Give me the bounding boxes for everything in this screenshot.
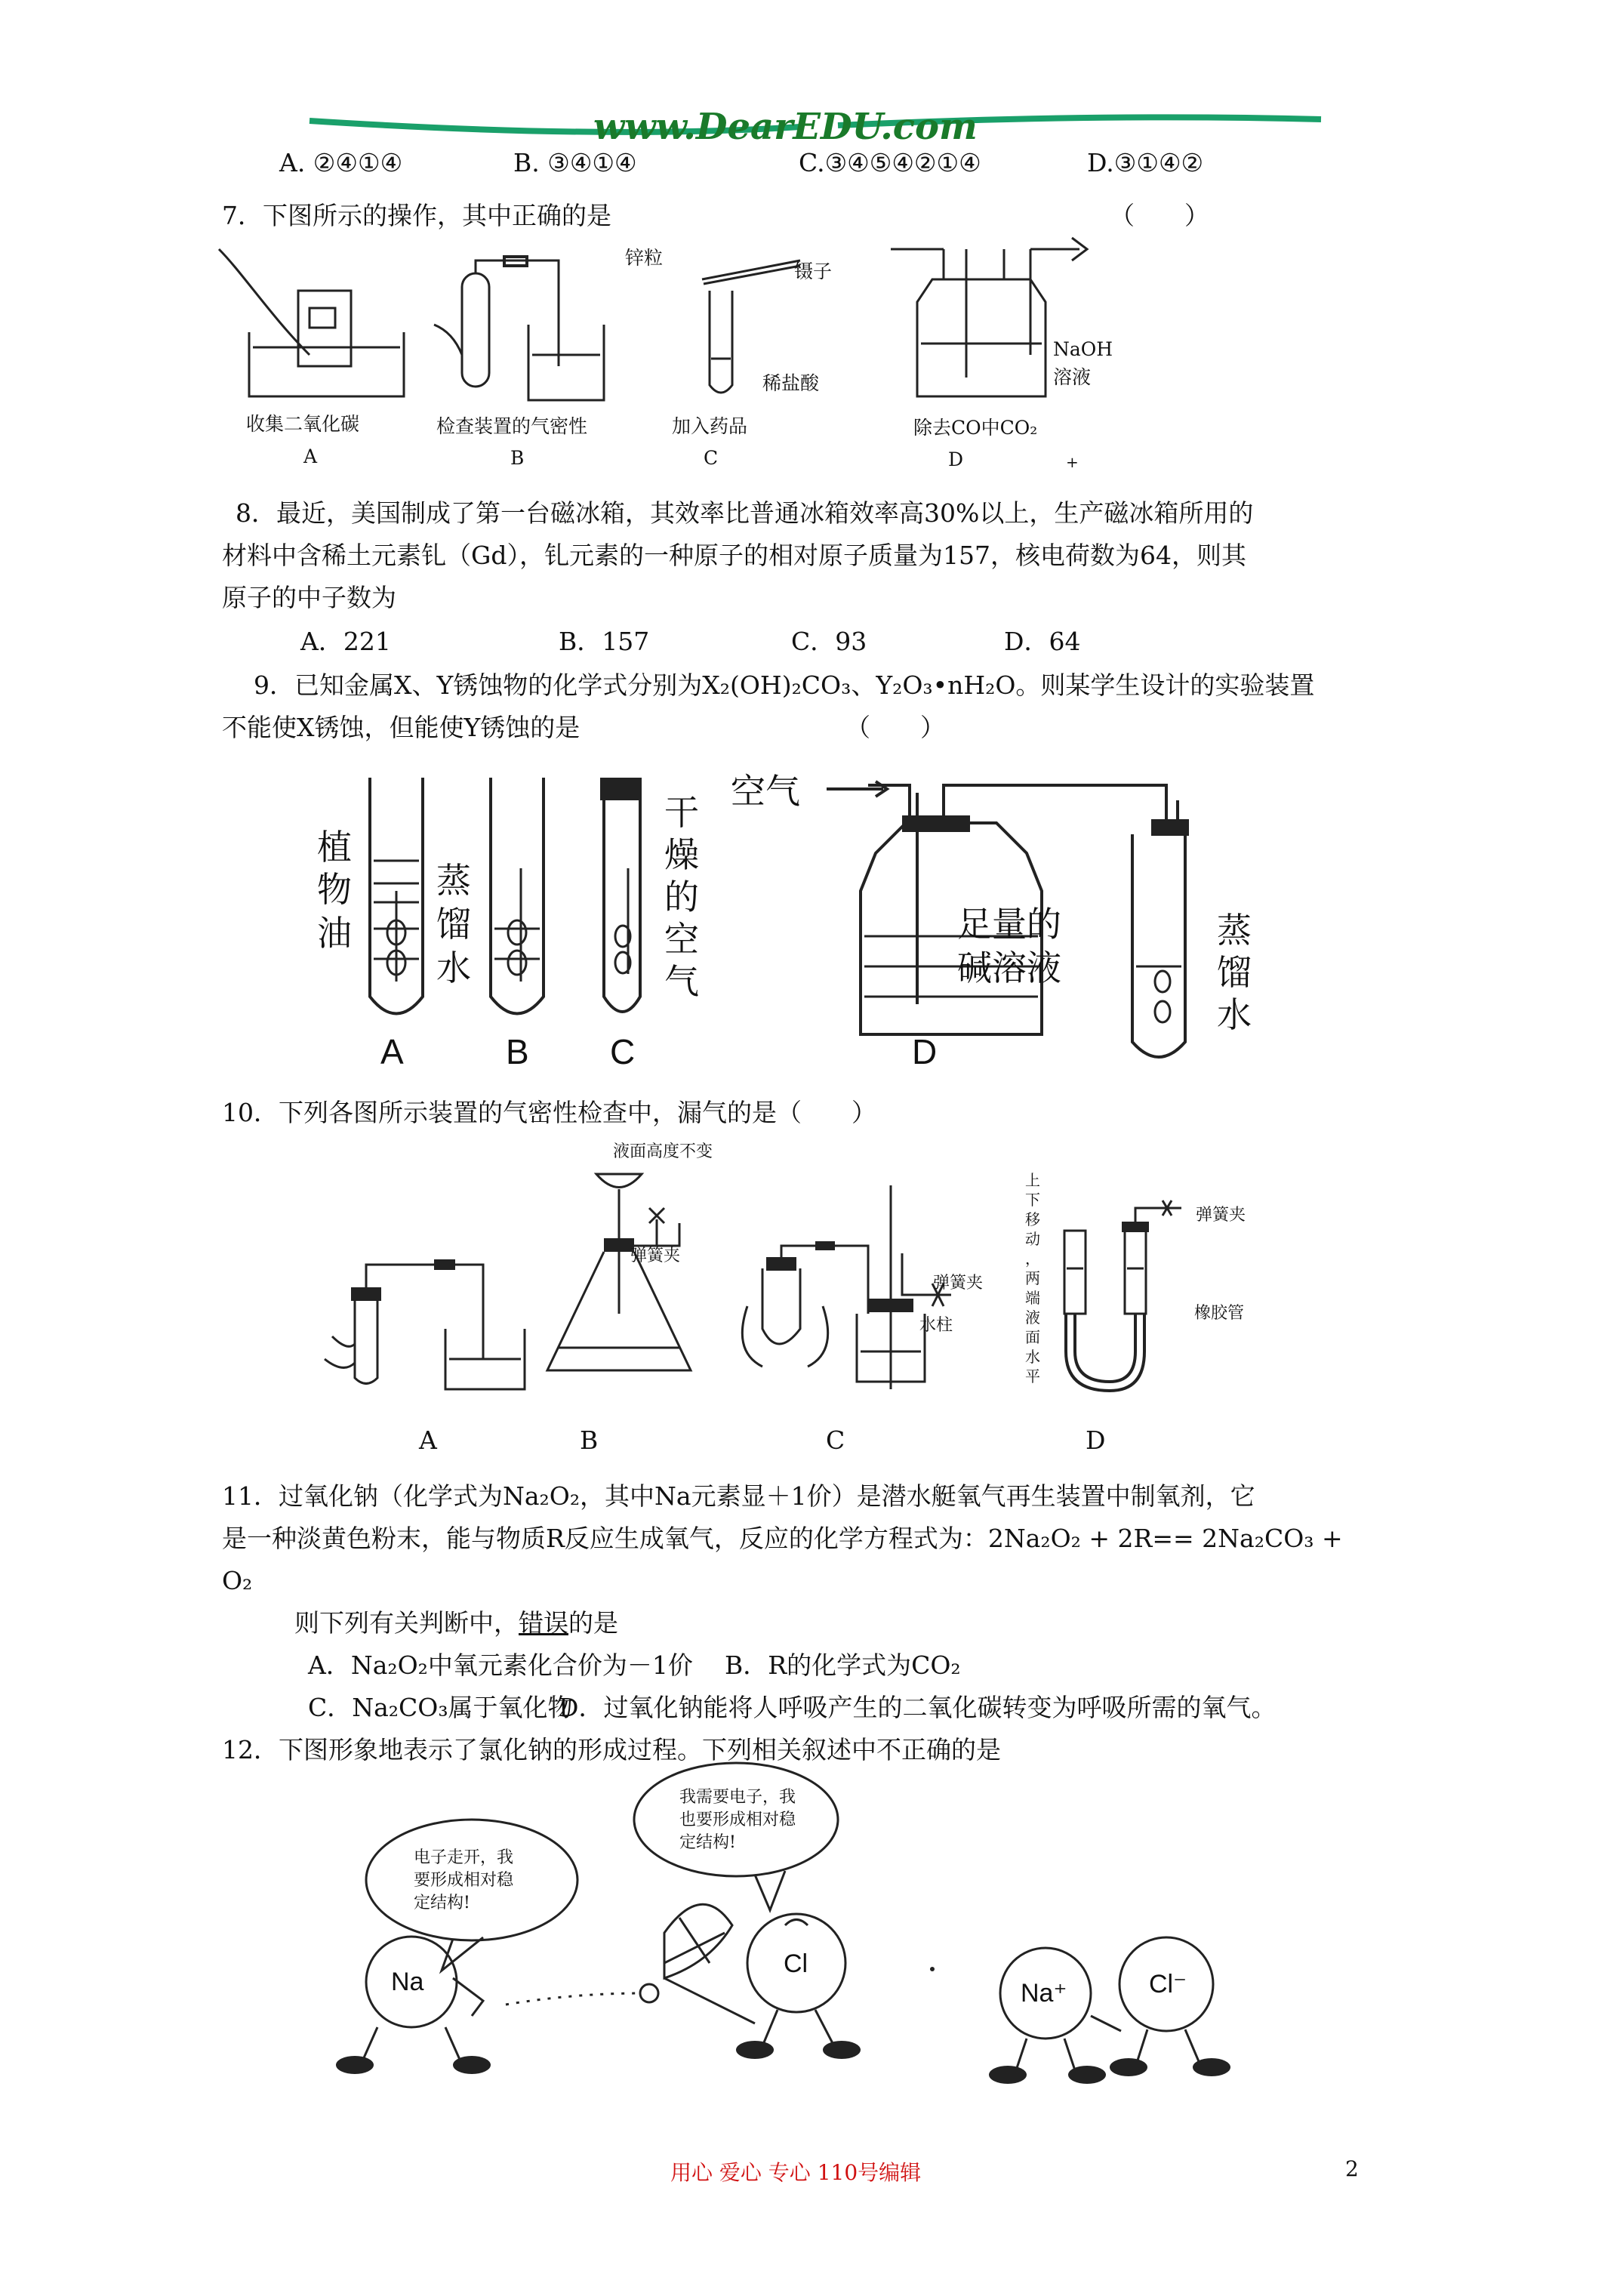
q12-bubble-cl-line: 我需要电子，我 [679,1788,796,1807]
q12-bubble-cl [679,1786,796,1854]
q10-letter-d: D [1086,1425,1106,1455]
q9-label-dry-1: 干 [664,792,699,833]
q10-move-char: 水 [1025,1348,1040,1366]
q12-bubble-cl-line: 定结构! [679,1833,736,1852]
q12-cl-ion: Cl⁻ [1149,1970,1187,1999]
q8-option-b: B．157 [559,627,650,656]
q12-bubble-cl-line: 也要形成相对稳 [679,1811,796,1829]
q10-move-char: 端 [1025,1289,1040,1307]
q9-letter-a: A [380,1032,404,1071]
q10-label-water-column: 水柱 [919,1316,953,1335]
q10-label-clamp-b: 弹簧夹 [630,1247,681,1265]
footer-note: 用心 爱心 专心 110号编辑 [670,2160,922,2185]
q9-label-d-water-1: 蒸 [1217,910,1252,951]
q9-line1: 9．已知金属X、Y锈蚀物的化学式分别为X₂(OH)₂CO₃、Y₂O₃•nH₂O。则某学生设计的实验装置 [254,670,1315,700]
q12-stem: 12．下图形象地表示了氯化钠的形成过程。下列相关叙述中不正确的是 [222,1735,1001,1764]
q9-label-dry-5: 气 [664,961,699,1002]
q8-line1: 8．最近，美国制成了第一台磁冰箱，其效率比普通冰箱效率高30%以上，生产磁冰箱所用的 [236,498,1254,528]
q7-label-zinc: 锌粒 [625,247,664,269]
q11-line4-suffix: 的是 [568,1608,618,1638]
q7-answer-bracket: （ ） [1110,201,1209,230]
q10-label-rubber-tube: 橡胶管 [1194,1304,1245,1323]
q6-option-a: A. ②④①④ [279,148,403,177]
q9-label-oil-2: 物 [317,869,352,910]
q12-bubble-na-line: 定结构! [414,1894,470,1912]
q9-label-dry-2: 燥 [664,834,699,875]
q7-letter-a: A [303,445,318,467]
q10-letter-c: C [826,1425,845,1455]
q10-move-char: 面 [1025,1328,1040,1346]
q10-letter-b: B [580,1425,599,1455]
q10-move-char: 下 [1025,1191,1040,1209]
q10-move-char: 上 [1025,1171,1040,1189]
q10-label-clamp-c: 弹簧夹 [933,1274,984,1293]
q12-bubble-na-line: 要形成相对稳 [414,1871,514,1890]
q11-line4-prefix: 则下列有关判断中， [294,1608,519,1638]
q11-option-c: C．Na₂CO₃属于氧化物 [308,1693,573,1722]
q7-letter-b: B [510,447,525,469]
q6-option-b: B. ③④①④ [513,148,637,177]
q12-na-atom: Na [391,1968,424,1996]
q7-plus-mark: + [1066,453,1079,471]
q10-move-char: ， [1025,1250,1040,1268]
q8-line3: 原子的中子数为 [222,583,396,612]
q11-option-d: D．过氧化钠能将人呼吸产生的二氧化碳转变为呼吸所需的氧气。 [559,1693,1277,1722]
q9-label-water-1: 蒸 [436,860,471,901]
q7-label-naoh2: 溶液 [1053,366,1092,388]
q7-caption-c: 加入药品 [672,415,748,437]
q9-label-dry-3: 的 [664,877,699,917]
q9-letter-c: C [610,1032,636,1071]
q9-label-oil-3: 油 [317,913,352,954]
q9-answer-bracket: （ ） [845,713,945,742]
q10-move-char: 液 [1025,1308,1040,1327]
q7-caption-b: 检查装置的气密性 [436,415,588,437]
q9-label-alkali-1: 足量的 [957,904,1061,945]
q10-label-level: 液面高度不变 [613,1142,713,1161]
q9-label-air: 空气 [731,771,800,812]
q11-option-a: A．Na₂O₂中氧元素化合价为－1价 [308,1650,693,1680]
q7-caption-d: 除去CO中CO₂ [913,417,1038,439]
q11-line2: 是一种淡黄色粉末，能与物质R反应生成氧气，反应的化学方程式为：2Na₂O₂ + 2R== 2Na₂CO₃ + [222,1524,1343,1553]
q6-option-c: C.③④⑤④②①④ [799,148,981,177]
q11-line1: 11．过氧化钠（化学式为Na₂O₂，其中Na元素显＋1价）是潜水艇氧气再生装置中制氧剂，它 [222,1481,1255,1511]
q10-stem: 10．下列各图所示装置的气密性检查中，漏气的是（ ） [222,1098,876,1127]
q7-caption-a: 收集二氧化碳 [246,413,360,435]
q7-letter-c: C [704,447,719,469]
q7-label-tweezers: 镊子 [794,260,833,282]
q9-label-water-3: 水 [436,948,471,988]
q9-letter-d: D [912,1032,938,1071]
q6-option-d: D.③①④② [1087,148,1204,177]
q10-label-clamp-d: 弹簧夹 [1196,1206,1246,1225]
q12-bubble-na [414,1847,513,1915]
q12-na-ion: Na⁺ [1021,1979,1067,2008]
q7-stem: 7．下图所示的操作，其中正确的是 [222,201,611,230]
q9-label-oil-1: 植 [317,827,352,868]
q7-label-naoh1: NaOH [1053,338,1113,360]
q9-label-d-water-3: 水 [1217,994,1252,1035]
q11-option-b: B．R的化学式为CO₂ [725,1650,961,1680]
q7-letter-d: D [948,448,964,470]
q9-label-dry-4: 空 [664,919,699,960]
q8-line2: 材料中含稀土元素钆（Gd），钆元素的一种原子的相对原子质量为157，核电荷数为64，则其 [222,541,1246,570]
q9-line2: 不能使X锈蚀，但能使Y锈蚀的是 [222,713,581,742]
q12-cl-atom: Cl [784,1949,808,1978]
q11-line4-emphasis: 错误 [519,1608,568,1638]
q9-label-water-2: 馏 [436,904,471,945]
q10-move-char: 动 [1025,1230,1040,1248]
q9-label-alkali-2: 碱溶液 [957,948,1061,988]
q9-letter-b: B [506,1032,529,1071]
q12-bubble-na-line: 电子走开，我 [414,1848,514,1867]
q8-option-a: A．221 [300,627,391,656]
q8-option-d: D．64 [1004,627,1081,656]
site-logo[interactable]: www.DearEDU.com [593,106,978,148]
q11-line3: O₂ [222,1566,253,1595]
page-number: 2 [1345,2156,1359,2181]
q7-label-acid: 稀盐酸 [762,372,820,394]
q10-move-char: 平 [1025,1367,1040,1385]
q10-move-char: 移 [1025,1210,1040,1228]
q10-move-char: 两 [1025,1269,1040,1287]
q10-letter-a: A [419,1425,437,1455]
q9-label-d-water-2: 馏 [1217,952,1252,993]
q8-option-c: C．93 [791,627,867,656]
